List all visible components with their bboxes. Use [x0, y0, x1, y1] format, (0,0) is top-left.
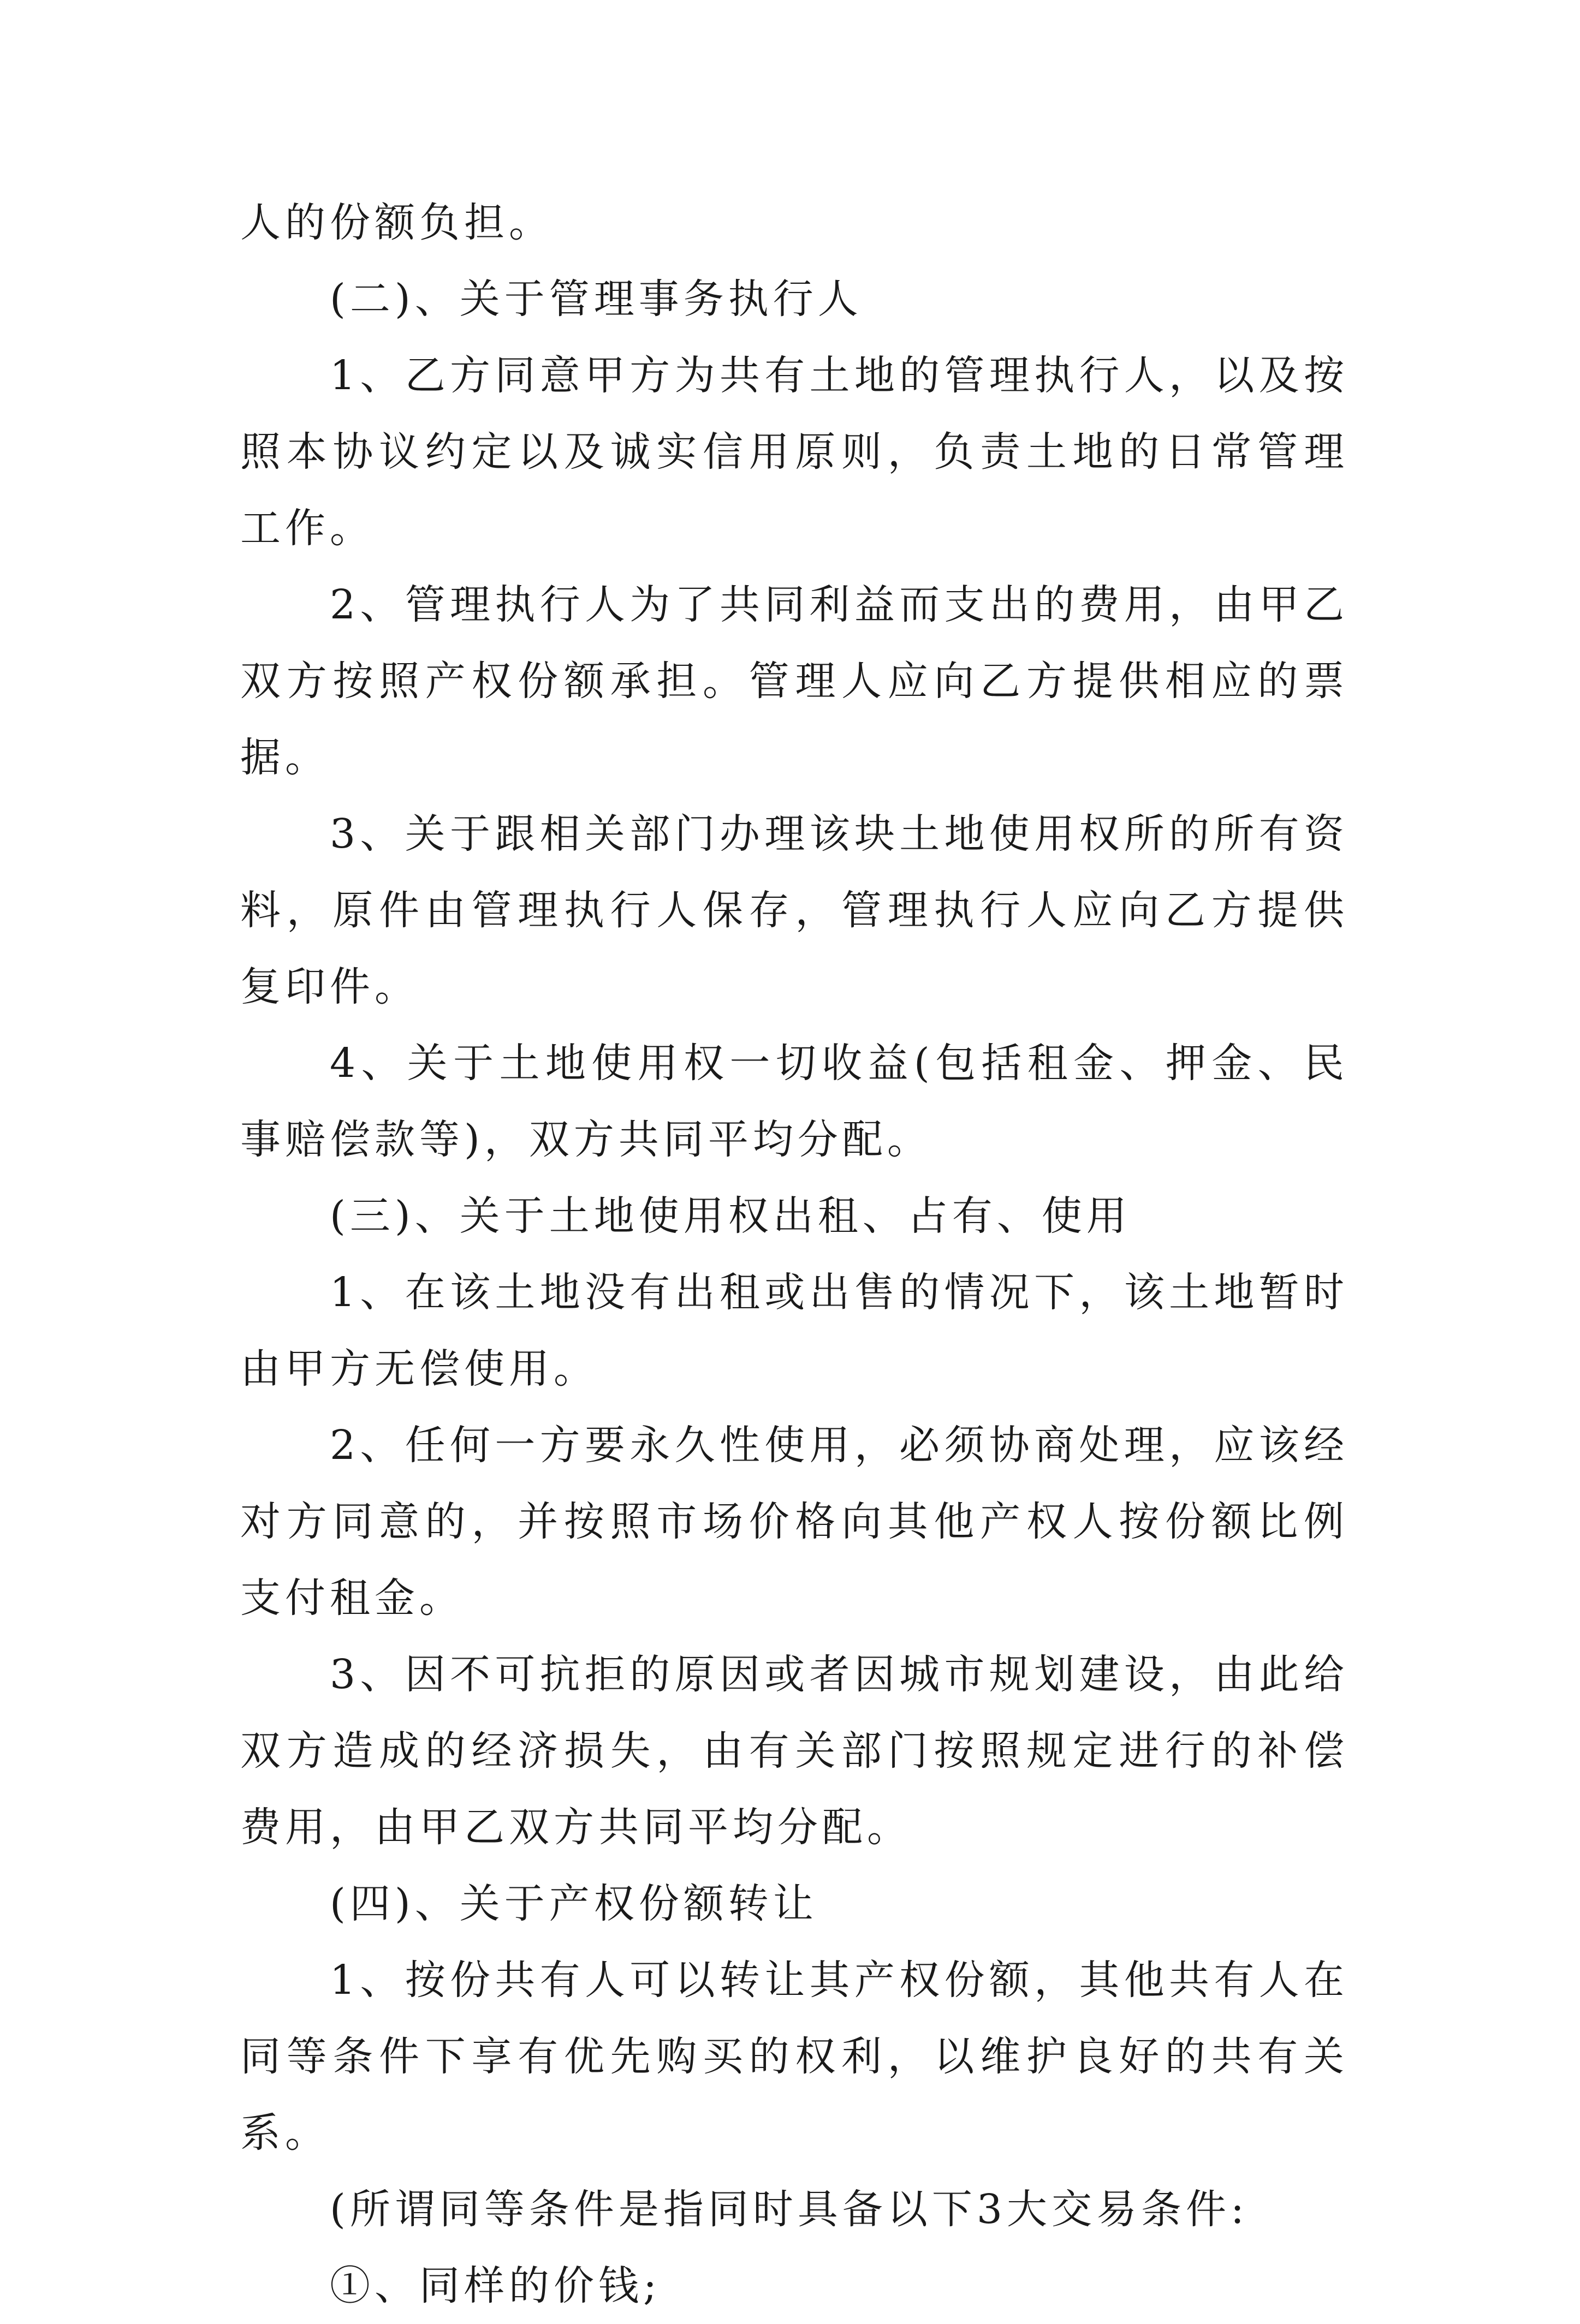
- paragraph-4-note: (所谓同等条件是指同时具备以下3大交易条件:: [330, 2186, 1249, 2233]
- paragraph-2-3: 3、关于跟相关部门办理该块土地使用权所的所有资料，原件由管理执行人保存，管理执行人应向乙方提供复印件。: [240, 811, 1349, 1010]
- paragraph-3-2: 2、任何一方要永久性使用，必须协商处理，应该经对方同意的，并按照市场价格向其他产权人按份额比例支付租金。: [240, 1422, 1349, 1622]
- document-body: [240, 184, 1349, 2324]
- paragraph-2-1: 1、乙方同意甲方为共有土地的管理执行人，以及按照本协议约定以及诚实信用原则，负责土地的日常管理工作。: [240, 352, 1349, 552]
- paragraph-4-item-1: ①、同样的价钱;: [330, 2262, 661, 2309]
- paragraph-2-4: 4、关于土地使用权一切收益(包括租金、押金、民事赔偿款等)，双方共同平均分配。: [240, 1040, 1349, 1163]
- paragraph-1: 人的份额负担。: [240, 199, 554, 246]
- section-heading-2: (二)、关于管理事务执行人: [330, 276, 863, 323]
- paragraph-2-2: 2、管理执行人为了共同利益而支出的费用，由甲乙双方按照产权份额承担。管理人应向乙方提供相应的票据。: [240, 581, 1349, 781]
- section-heading-4: (四)、关于产权份额转让: [330, 1880, 818, 1927]
- paragraph-4-1: 1、按份共有人可以转让其产权份额，其他共有人在同等条件下享有优先购买的权利，以维护良好的共有关系。: [240, 1957, 1349, 2156]
- section-heading-3: (三)、关于土地使用权出租、占有、使用: [330, 1193, 1131, 1240]
- paragraph-3-3: 3、因不可抗拒的原因或者因城市规划建设，由此给双方造成的经济损失，由有关部门按照规定进行的补偿费用，由甲乙双方共同平均分配。: [240, 1651, 1349, 1851]
- paragraph-3-1: 1、在该土地没有出租或出售的情况下，该土地暂时由甲方无偿使用。: [240, 1269, 1349, 1392]
